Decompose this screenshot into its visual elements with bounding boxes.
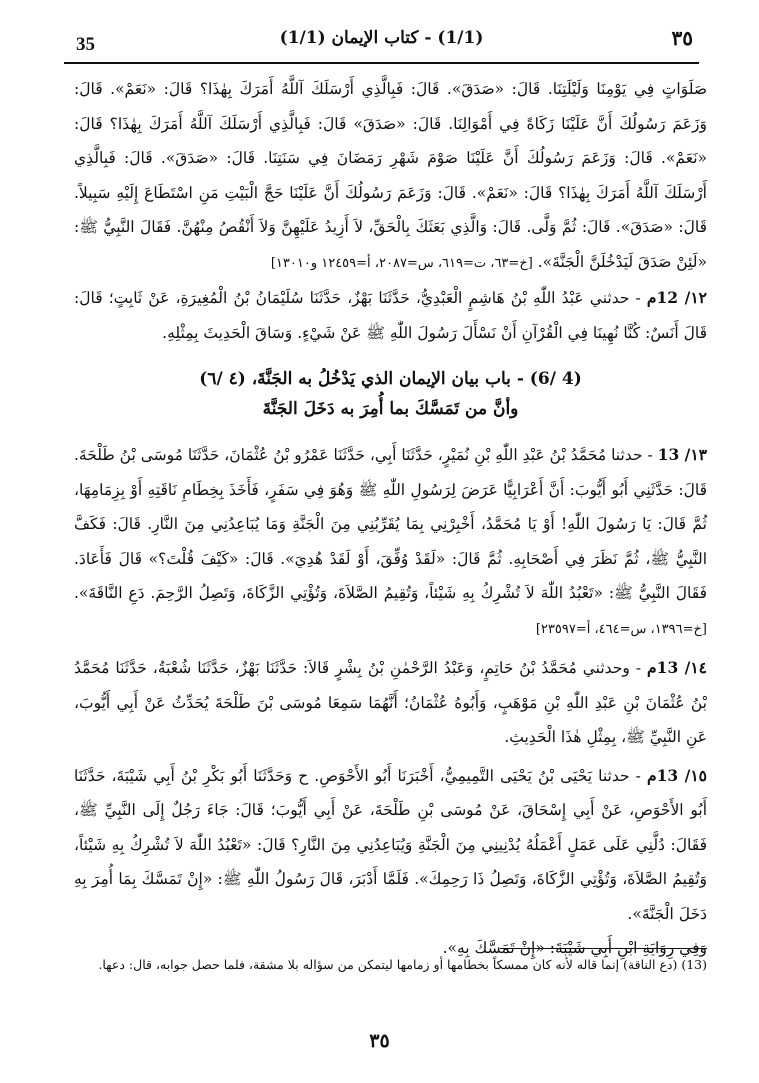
hadith-text: - وحدثني مُحَمَّدُ بْنُ حَاتِمٍ، وَعَبْدُ الرَّحْمٰنِ بْنُ بِشْرٍ قَالاَ: حَدَّثَنَا بَهْزٌ، حَدَّثَنَا شُعْبَةُ، حَدَّثَنَا مُحَمَّدُ بْنُ عُثْمَانَ بْنِ عَبْدِ اللّٰهِ بْنِ مَوْهَبٍ، وَأَبُوهُ عُثْمَانُ؛ أَنَّهُمَا سَمِعَا مُوسَى بْنَ طَلْحَةَ يُحَدِّثُ عَنْ أَبِي أَيُّوبَ، عَنِ النَّبِيِّ ﷺ، بِمِثْلِ هٰذَا الْحَدِيثِ. bbox=[74, 659, 707, 746]
hadith-15 bbox=[74, 759, 707, 932]
hadith-continuation bbox=[74, 72, 707, 281]
hadith-number: ١٥/ 13م bbox=[646, 765, 707, 785]
footnote: (13) (دع الناقة) إنما قاله لأنه كان ممسكاً بخطامها أو زمامها ليتمكن من سؤاله بلا مشقة، فلما حصل جوابه، قال: دعها. bbox=[98, 957, 707, 972]
hadith-number: ١٣/ 13 bbox=[657, 445, 707, 464]
hadith-number: ١٢/ 12م bbox=[646, 288, 707, 307]
page-number-footer: ٣٥ bbox=[369, 1030, 390, 1052]
hadith-reference: [خ=١٣٩٦، س=٤٦٤، أ=٢٣٥٩٧] bbox=[535, 621, 707, 637]
hadith-12b bbox=[74, 281, 707, 350]
hadith-number: ١٤/ 13م bbox=[647, 658, 707, 677]
hadith-13 bbox=[74, 438, 707, 647]
hadith-reference: [خ=٦٣، ت=٦١٩، س=٢٠٨٧، أ=١٢٤٥٩ و١٣٠١٠] bbox=[270, 255, 533, 271]
chapter-heading-line2: وأنَّ من تَمَسَّكَ بما أُمِرَ به دَخَلَ الجَنَّةَ bbox=[262, 399, 519, 419]
hadith-15-riwaya: وَفِي رِوَايَةِ ابْنِ أَبِي شَيْبَةَ: «إِنْ تَمَسَّكَ بِهِ». bbox=[442, 939, 707, 957]
chapter-heading bbox=[74, 364, 707, 424]
page-number-arabic-header: ٣٥ bbox=[671, 26, 693, 50]
hadith-text: - حدثني عَبْدُ اللّٰهِ بْنُ هَاشِمٍ الْعَبْدِيُّ، حَدَّثَنَا بَهْزٌ، حَدَّثَنَا سُلَيْمَانُ بْنُ الْمُغِيرَةِ، عَنْ ثَابِتٍ؛ قَالَ: قَالَ أَنَسٌ: كُنَّا نُهِينَا فِي الْقُرْآنِ أَنْ نَسْأَلَ رَسُولَ اللّٰهِ ﷺ عَنْ شَيْءٍ. وَسَاقَ الْحَدِيثَ بِمِثْلِهِ. bbox=[74, 289, 707, 342]
running-title: (1/1) - كتاب الإيمان (1/1) bbox=[279, 28, 484, 48]
hadith-text: - حدثنا يَحْيَى بْنُ يَحْيَى التَّمِيمِيُّ، أَخْبَرَنَا أَبُو الأَحْوَصِ. ح وَحَدَّثَنَا أَبُو بَكْرِ بْنُ أَبِي شَيْبَةَ، حَدَّثَنَا أَبُو الأَحْوَصِ، عَنْ أَبِي إِسْحَاقَ، عَنْ مُوسَى بْنِ طَلْحَةَ، عَنْ أَبِي أَيُّوبَ؛ قَالَ: جَاءَ رَجُلٌ إِلَى النَّبِيِّ ﷺ، فَقَالَ: دُلَّنِي عَلَى عَمَلٍ أَعْمَلُهُ يُدْنِينِي مِنَ الْجَنَّةِ وَيُبَاعِدُنِي مِنَ النَّارِ؟ قَالَ: «تَعْبُدُ اللّٰهَ لاَ تُشْرِكُ بِهِ شَيْئاً، وَتُقِيمُ الصَّلاَةَ، وَتُؤْتِي الزَّكَاةَ، وَتَصِلُ ذَا رَحِمِكَ». فَلَمَّا أَدْبَرَ، قَالَ رَسُولُ اللّٰهِ ﷺ: «إِنْ تَمَسَّكَ بِمَا أُمِرَ بِهِ دَخَلَ الْجَنَّةَ». bbox=[74, 766, 707, 923]
footnote-divider bbox=[500, 948, 707, 949]
hadith-text: - حدثنا مُحَمَّدُ بْنُ عَبْدِ اللّٰهِ بْنِ نُمَيْرٍ، حَدَّثَنَا أَبِي، حَدَّثَنَا عَمْرُو بْنُ عُثْمَانَ، حَدَّثَنَا مُوسَى بْنُ طَلْحَةَ. قَالَ: حَدَّثَنِي أَبُو أَيُّوبَ: أَنَّ أَعْرَابِيًّا عَرَضَ لِرَسُولِ اللّٰهِ ﷺ وَهُوَ فِي سَفَرٍ، فَأَخَذَ بِخِطَامِ نَاقَتِهِ أَوْ بِزِمَامِهَا، ثُمَّ قَالَ: يَا رَسُولَ اللّٰهِ! أَوْ يَا مُحَمَّدُ، أَخْبِرْنِي بِمَا يُقَرِّبُنِي مِنَ الْجَنَّةِ وَمَا يُبَاعِدُنِي مِنَ النَّارِ. قَالَ: فَكَفَّ النَّبِيُّ ﷺ، ثُمَّ نَظَرَ فِي أَصْحَابِهِ. ثُمَّ قَالَ: «لَقَدْ وُفِّقَ، أَوْ لَقَدْ هُدِيَ». قَالَ: «كَيْفَ قُلْتَ؟» قَالَ فَأَعَادَ. فَقَالَ النَّبِيُّ ﷺ: «تَعْبُدُ اللّٰهَ لاَ تُشْرِكُ بِهِ شَيْئاً، وَتُقِيمُ الصَّلاَةَ، وَتُؤْتِي الزَّكَاةَ، وَتَصِلُ الرَّحِمَ. دَعِ النَّاقَةَ». bbox=[74, 446, 707, 602]
page-body bbox=[74, 72, 707, 966]
hadith-14 bbox=[74, 651, 707, 755]
hadith-text: صَلَوَاتٍ فِي يَوْمِنَا وَلَيْلَتِنَا. قَالَ: «صَدَقَ». قَالَ: فَبِالَّذِي أَرْسَلَكَ آللَّهُ أَمَرَكَ بِهٰذَا؟ قَالَ: «نَعَمْ». قَالَ: وَزَعَمَ رَسُولُكَ أَنَّ عَلَيْنَا زَكَاةً فِي أَمْوَالِنَا. قَالَ: «صَدَقَ» قَالَ: فَبِالَّذِي أَرْسَلَكَ آللَّهُ أَمَرَكَ بِهٰذَا؟ قَالَ: «نَعَمْ». قَالَ: وَزَعَمَ رَسُولُكَ أَنَّ عَلَيْنَا صَوْمَ شَهْرِ رَمَضَانَ فِي سَنَتِنَا. قَالَ: «صَدَقَ». قَالَ: فَبِالَّذِي أَرْسَلَكَ آللَّهُ أَمَرَكَ بِهٰذَا؟ قَالَ: «نَعَمْ». قَالَ: وَزَعَمَ رَسُولُكَ أَنَّ عَلَيْنَا حَجَّ الْبَيْتِ مَنِ اسْتَطَاعَ إِلَيْهِ سَبِيلاً. قَالَ: «صَدَقَ». قَالَ: ثُمَّ وَلَّى. قَالَ: وَالَّذِي بَعَثَكَ بِالْحَقِّ، لاَ أَزِيدُ عَلَيْهِنَّ وَلاَ أَنْقُصُ مِنْهُنَّ. فَقَالَ النَّبِيُّ ﷺ: «لَئِنْ صَدَقَ لَيَدْخُلَنَّ الْجَنَّةَ». bbox=[74, 80, 707, 271]
chapter-heading-line1: (4 /6) - باب بيان الإيمان الذي يَدْخُلُ به الجَنَّةَ، (٤ /٦) bbox=[199, 369, 582, 389]
page-number-latin: 35 bbox=[76, 34, 95, 55]
page-header bbox=[64, 22, 699, 64]
